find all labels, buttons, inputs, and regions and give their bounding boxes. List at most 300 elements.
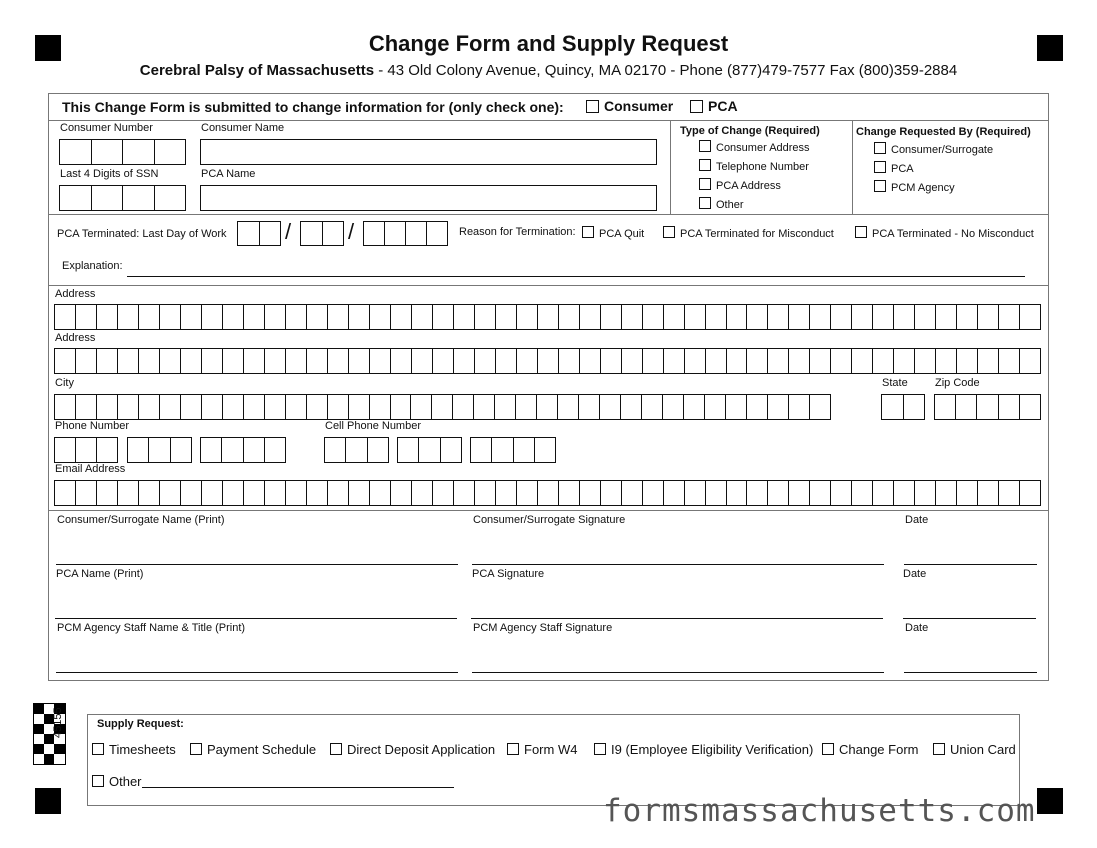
checkbox[interactable] bbox=[507, 743, 519, 755]
checkbox[interactable] bbox=[594, 743, 606, 755]
char-box[interactable] bbox=[202, 349, 223, 373]
pca-name-field[interactable] bbox=[200, 185, 657, 211]
char-box[interactable] bbox=[957, 349, 978, 373]
char-box[interactable] bbox=[873, 481, 894, 505]
requested-by-consumer[interactable]: Consumer/Surrogate bbox=[874, 142, 993, 156]
char-box[interactable] bbox=[852, 481, 873, 505]
char-box[interactable] bbox=[201, 438, 222, 462]
supply-other[interactable]: Other bbox=[92, 774, 142, 789]
ssn-label: Last 4 Digits of SSN bbox=[60, 168, 159, 180]
char-box[interactable] bbox=[391, 349, 412, 373]
char-box[interactable] bbox=[328, 305, 349, 329]
checkbox[interactable] bbox=[855, 226, 867, 238]
char-box[interactable] bbox=[139, 481, 160, 505]
char-box[interactable] bbox=[370, 395, 391, 419]
char-box[interactable] bbox=[1020, 305, 1040, 329]
char-box[interactable] bbox=[160, 481, 181, 505]
char-box[interactable] bbox=[118, 395, 139, 419]
char-box[interactable] bbox=[747, 349, 768, 373]
char-box[interactable] bbox=[244, 395, 265, 419]
char-box[interactable] bbox=[265, 305, 286, 329]
pca-date-label: Date bbox=[903, 568, 927, 580]
checkbox[interactable] bbox=[822, 743, 834, 755]
checkbox[interactable] bbox=[874, 161, 886, 173]
char-box[interactable] bbox=[181, 481, 202, 505]
char-box[interactable] bbox=[160, 305, 181, 329]
char-box[interactable] bbox=[747, 395, 768, 419]
char-box[interactable] bbox=[517, 349, 538, 373]
char-box[interactable] bbox=[580, 481, 601, 505]
reason-pca-quit[interactable]: PCA Quit bbox=[582, 226, 644, 240]
change-for-consumer[interactable]: Consumer bbox=[586, 98, 673, 114]
char-box[interactable] bbox=[810, 481, 831, 505]
supply-i9[interactable]: I9 (Employee Eligibility Verification) bbox=[594, 742, 813, 757]
cell-label: Cell Phone Number bbox=[325, 420, 421, 432]
staff-signature-line[interactable] bbox=[472, 672, 884, 673]
char-box[interactable] bbox=[664, 305, 685, 329]
char-box[interactable] bbox=[904, 395, 925, 419]
char-box[interactable] bbox=[685, 349, 706, 373]
char-box[interactable] bbox=[286, 481, 307, 505]
char-box[interactable] bbox=[349, 349, 370, 373]
checkbox[interactable] bbox=[699, 197, 711, 209]
char-box[interactable] bbox=[915, 305, 936, 329]
char-box[interactable] bbox=[202, 481, 223, 505]
checkbox[interactable] bbox=[699, 159, 711, 171]
char-box[interactable] bbox=[265, 395, 286, 419]
char-box[interactable] bbox=[622, 349, 643, 373]
char-box[interactable] bbox=[601, 305, 622, 329]
char-box[interactable] bbox=[265, 349, 286, 373]
char-box[interactable] bbox=[55, 438, 76, 462]
char-box[interactable] bbox=[223, 305, 244, 329]
char-box[interactable] bbox=[118, 305, 139, 329]
supply-change-form[interactable]: Change Form bbox=[822, 742, 918, 757]
checkbox[interactable] bbox=[874, 142, 886, 154]
char-box[interactable] bbox=[391, 395, 412, 419]
zip-boxes[interactable] bbox=[934, 394, 1041, 420]
char-box[interactable] bbox=[538, 481, 559, 505]
char-box[interactable] bbox=[368, 438, 388, 462]
char-box[interactable] bbox=[398, 438, 419, 462]
checkbox[interactable] bbox=[582, 226, 594, 238]
char-box[interactable] bbox=[977, 395, 998, 419]
phone-area-boxes[interactable] bbox=[54, 437, 118, 463]
pca-name-line[interactable] bbox=[55, 618, 457, 619]
char-box[interactable] bbox=[915, 349, 936, 373]
char-box[interactable] bbox=[370, 481, 391, 505]
char-box[interactable] bbox=[97, 349, 118, 373]
char-box[interactable] bbox=[643, 481, 664, 505]
cell-prefix-boxes[interactable] bbox=[397, 437, 462, 463]
char-box[interactable] bbox=[76, 305, 97, 329]
char-box[interactable] bbox=[181, 349, 202, 373]
supply-timesheets[interactable]: Timesheets bbox=[92, 742, 176, 757]
form-subtitle bbox=[0, 62, 1097, 79]
char-box[interactable] bbox=[328, 395, 349, 419]
char-box[interactable] bbox=[664, 481, 685, 505]
char-box[interactable] bbox=[936, 349, 957, 373]
consumer-number-boxes[interactable] bbox=[59, 139, 186, 165]
char-box[interactable] bbox=[328, 349, 349, 373]
char-box[interactable] bbox=[810, 305, 831, 329]
char-box[interactable] bbox=[706, 481, 727, 505]
char-box[interactable] bbox=[517, 481, 538, 505]
char-box[interactable] bbox=[139, 349, 160, 373]
char-box[interactable] bbox=[999, 305, 1020, 329]
staff-name-print-label: PCM Agency Staff Name & Title (Print) bbox=[57, 622, 246, 634]
char-box[interactable] bbox=[642, 395, 663, 419]
phone-line-boxes[interactable] bbox=[200, 437, 286, 463]
char-box[interactable] bbox=[873, 349, 894, 373]
char-box[interactable] bbox=[706, 305, 727, 329]
char-box[interactable] bbox=[244, 305, 265, 329]
reason-misconduct[interactable]: PCA Terminated for Misconduct bbox=[663, 226, 834, 240]
section-divider bbox=[852, 120, 853, 215]
char-box[interactable] bbox=[495, 395, 516, 419]
type-pca-address[interactable]: PCA Address bbox=[699, 178, 781, 192]
char-box[interactable] bbox=[537, 395, 558, 419]
checkbox[interactable] bbox=[92, 775, 104, 787]
char-box[interactable] bbox=[957, 481, 978, 505]
char-box[interactable] bbox=[559, 305, 580, 329]
char-box[interactable] bbox=[580, 349, 601, 373]
char-box[interactable] bbox=[894, 349, 915, 373]
char-box[interactable] bbox=[128, 438, 149, 462]
state-boxes[interactable] bbox=[881, 394, 925, 420]
char-box[interactable] bbox=[55, 305, 76, 329]
char-box[interactable] bbox=[76, 438, 97, 462]
char-box[interactable] bbox=[726, 395, 747, 419]
change-for-pca[interactable]: PCA bbox=[690, 98, 738, 114]
char-box[interactable] bbox=[76, 349, 97, 373]
requested-by-pca[interactable]: PCA bbox=[874, 161, 914, 175]
char-box[interactable] bbox=[223, 481, 244, 505]
char-box[interactable] bbox=[202, 395, 223, 419]
char-box[interactable] bbox=[894, 305, 915, 329]
explanation-line[interactable] bbox=[127, 276, 1025, 277]
char-box[interactable] bbox=[1020, 481, 1040, 505]
char-box[interactable] bbox=[514, 438, 535, 462]
type-other[interactable]: Other bbox=[699, 197, 744, 211]
char-box[interactable] bbox=[580, 305, 601, 329]
char-box[interactable] bbox=[936, 305, 957, 329]
char-box[interactable] bbox=[55, 395, 76, 419]
consumer-name-field[interactable] bbox=[200, 139, 657, 165]
char-box[interactable] bbox=[307, 481, 328, 505]
email-label: Email Address bbox=[55, 463, 126, 475]
char-box[interactable] bbox=[705, 395, 726, 419]
char-box[interactable] bbox=[346, 438, 367, 462]
char-box[interactable] bbox=[852, 305, 873, 329]
char-box[interactable] bbox=[419, 438, 440, 462]
char-box[interactable] bbox=[118, 481, 139, 505]
char-box[interactable] bbox=[768, 305, 789, 329]
requested-by-pcm-agency[interactable]: PCM Agency bbox=[874, 180, 955, 194]
char-box[interactable] bbox=[441, 438, 461, 462]
char-box[interactable] bbox=[265, 481, 286, 505]
char-box[interactable] bbox=[496, 481, 517, 505]
cell-line-boxes[interactable] bbox=[470, 437, 556, 463]
char-box[interactable] bbox=[789, 349, 810, 373]
type-consumer-address[interactable]: Consumer Address bbox=[699, 140, 810, 154]
checkbox[interactable] bbox=[663, 226, 675, 238]
date-slash: / bbox=[348, 219, 355, 244]
char-box[interactable] bbox=[475, 349, 496, 373]
char-box[interactable] bbox=[139, 395, 160, 419]
change-for-prompt: This Change Form is submitted to change information for (only check one): bbox=[62, 99, 564, 115]
char-box[interactable] bbox=[223, 349, 244, 373]
char-box[interactable] bbox=[684, 395, 705, 419]
reason-no-misconduct[interactable]: PCA Terminated - No Misconduct bbox=[855, 226, 1034, 240]
char-box[interactable] bbox=[55, 481, 76, 505]
char-box[interactable] bbox=[978, 481, 999, 505]
char-box[interactable] bbox=[535, 438, 555, 462]
char-box[interactable] bbox=[97, 438, 117, 462]
char-box[interactable] bbox=[307, 395, 328, 419]
char-box[interactable] bbox=[622, 305, 643, 329]
char-box[interactable] bbox=[223, 395, 244, 419]
char-box[interactable] bbox=[558, 395, 579, 419]
checkbox[interactable] bbox=[92, 743, 104, 755]
explanation-label: Explanation: bbox=[62, 260, 123, 272]
char-box[interactable] bbox=[412, 349, 433, 373]
char-box[interactable] bbox=[789, 395, 810, 419]
char-box[interactable] bbox=[601, 349, 622, 373]
char-box[interactable] bbox=[244, 349, 265, 373]
char-box[interactable] bbox=[391, 481, 412, 505]
char-box[interactable] bbox=[181, 305, 202, 329]
checkbox[interactable] bbox=[699, 140, 711, 152]
checkbox[interactable] bbox=[330, 743, 342, 755]
checkbox[interactable] bbox=[190, 743, 202, 755]
char-box[interactable] bbox=[55, 349, 76, 373]
char-box[interactable] bbox=[685, 305, 706, 329]
char-box[interactable] bbox=[391, 305, 412, 329]
supply-payment-schedule[interactable]: Payment Schedule bbox=[190, 742, 316, 757]
char-box[interactable] bbox=[286, 349, 307, 373]
char-box[interactable] bbox=[160, 349, 181, 373]
char-box[interactable] bbox=[538, 349, 559, 373]
char-box[interactable] bbox=[496, 305, 517, 329]
char-box[interactable] bbox=[852, 349, 873, 373]
char-box[interactable] bbox=[999, 481, 1020, 505]
char-box[interactable] bbox=[1020, 395, 1040, 419]
char-box[interactable] bbox=[202, 305, 223, 329]
checkbox[interactable] bbox=[933, 743, 945, 755]
char-box[interactable] bbox=[328, 481, 349, 505]
char-box[interactable] bbox=[412, 305, 433, 329]
char-box[interactable] bbox=[411, 395, 432, 419]
char-box[interactable] bbox=[97, 395, 118, 419]
char-box[interactable] bbox=[643, 349, 664, 373]
char-box[interactable] bbox=[160, 395, 181, 419]
char-box[interactable] bbox=[538, 305, 559, 329]
char-box[interactable] bbox=[664, 349, 685, 373]
last-day-label: PCA Terminated: Last Day of Work bbox=[57, 228, 227, 240]
city-boxes[interactable] bbox=[54, 394, 831, 420]
char-box[interactable] bbox=[706, 349, 727, 373]
char-box[interactable] bbox=[222, 438, 243, 462]
char-box[interactable] bbox=[149, 438, 170, 462]
char-box[interactable] bbox=[97, 481, 118, 505]
char-box[interactable] bbox=[370, 305, 391, 329]
address1-boxes[interactable] bbox=[54, 304, 1041, 330]
char-box[interactable] bbox=[579, 395, 600, 419]
char-box[interactable] bbox=[349, 395, 370, 419]
registration-mark-bottom-left bbox=[35, 788, 61, 814]
char-box[interactable] bbox=[307, 305, 328, 329]
char-box[interactable] bbox=[516, 395, 537, 419]
char-box[interactable] bbox=[453, 395, 474, 419]
char-box[interactable] bbox=[727, 349, 748, 373]
char-box[interactable] bbox=[286, 305, 307, 329]
char-box[interactable] bbox=[727, 305, 748, 329]
char-box[interactable] bbox=[1020, 349, 1040, 373]
phone-prefix-boxes[interactable] bbox=[127, 437, 192, 463]
pca-date-line[interactable] bbox=[903, 618, 1036, 619]
char-box[interactable] bbox=[244, 481, 265, 505]
consumer-signature-line[interactable] bbox=[472, 564, 884, 565]
char-box[interactable] bbox=[454, 349, 475, 373]
supply-other-line[interactable] bbox=[142, 787, 454, 788]
char-box[interactable] bbox=[471, 438, 492, 462]
char-box[interactable] bbox=[768, 481, 789, 505]
staff-date-label: Date bbox=[905, 622, 929, 634]
char-box[interactable] bbox=[496, 349, 517, 373]
char-box[interactable] bbox=[265, 438, 285, 462]
char-box[interactable] bbox=[810, 395, 830, 419]
char-box[interactable] bbox=[171, 438, 191, 462]
address2-boxes[interactable] bbox=[54, 348, 1041, 374]
char-box[interactable] bbox=[873, 305, 894, 329]
char-box[interactable] bbox=[97, 305, 118, 329]
ssn-boxes[interactable] bbox=[59, 185, 186, 211]
staff-date-line[interactable] bbox=[904, 672, 1037, 673]
last-day-year-boxes[interactable] bbox=[363, 221, 448, 246]
char-box[interactable] bbox=[999, 349, 1020, 373]
char-box[interactable] bbox=[307, 349, 328, 373]
cell-area-boxes[interactable] bbox=[324, 437, 389, 463]
char-box[interactable] bbox=[370, 349, 391, 373]
char-box[interactable] bbox=[433, 305, 454, 329]
char-box[interactable] bbox=[727, 481, 748, 505]
type-telephone-number[interactable]: Telephone Number bbox=[699, 159, 809, 173]
consumer-signature-label: Consumer/Surrogate Signature bbox=[473, 514, 626, 526]
staff-signature-label: PCM Agency Staff Signature bbox=[473, 622, 613, 634]
char-box[interactable] bbox=[349, 305, 370, 329]
char-box[interactable] bbox=[789, 305, 810, 329]
char-box[interactable] bbox=[433, 481, 454, 505]
char-box[interactable] bbox=[454, 481, 475, 505]
form-title: Change Form and Supply Request bbox=[368, 31, 729, 56]
consumer-name-line[interactable] bbox=[56, 564, 458, 565]
char-box[interactable] bbox=[432, 395, 453, 419]
char-box[interactable] bbox=[789, 481, 810, 505]
char-box[interactable] bbox=[747, 481, 768, 505]
char-box[interactable] bbox=[454, 305, 475, 329]
char-box[interactable] bbox=[663, 395, 684, 419]
char-box[interactable] bbox=[999, 395, 1020, 419]
pca-name-label: PCA Name bbox=[201, 168, 256, 180]
char-box[interactable] bbox=[601, 481, 622, 505]
section-divider bbox=[48, 120, 1049, 121]
char-box[interactable] bbox=[76, 481, 97, 505]
pca-name-print-label: PCA Name (Print) bbox=[56, 568, 144, 580]
char-box[interactable] bbox=[685, 481, 706, 505]
char-box[interactable] bbox=[412, 481, 433, 505]
consumer-name-label: Consumer Name bbox=[201, 122, 285, 134]
char-box[interactable] bbox=[882, 395, 904, 419]
char-box[interactable] bbox=[810, 349, 831, 373]
supply-form-w4[interactable]: Form W4 bbox=[507, 742, 577, 757]
char-box[interactable] bbox=[768, 349, 789, 373]
email-boxes[interactable] bbox=[54, 480, 1041, 506]
char-box[interactable] bbox=[978, 349, 999, 373]
char-box[interactable] bbox=[600, 395, 621, 419]
staff-name-line[interactable] bbox=[56, 672, 458, 673]
char-box[interactable] bbox=[643, 305, 664, 329]
char-box[interactable] bbox=[831, 481, 852, 505]
pca-checkbox[interactable] bbox=[690, 100, 703, 113]
char-box[interactable] bbox=[831, 305, 852, 329]
char-box[interactable] bbox=[747, 305, 768, 329]
last-day-day-boxes[interactable] bbox=[300, 221, 344, 246]
char-box[interactable] bbox=[559, 349, 580, 373]
last-day-month-boxes[interactable] bbox=[237, 221, 281, 246]
supply-direct-deposit[interactable]: Direct Deposit Application bbox=[330, 742, 495, 757]
char-box[interactable] bbox=[517, 305, 538, 329]
char-box[interactable] bbox=[286, 395, 307, 419]
char-box[interactable] bbox=[936, 481, 957, 505]
pca-signature-line[interactable] bbox=[471, 618, 883, 619]
char-box[interactable] bbox=[915, 481, 936, 505]
char-box[interactable] bbox=[474, 395, 495, 419]
char-box[interactable] bbox=[475, 305, 496, 329]
consumer-checkbox[interactable] bbox=[586, 100, 599, 113]
state-label: State bbox=[882, 377, 908, 389]
char-box[interactable] bbox=[433, 349, 454, 373]
char-box[interactable] bbox=[325, 438, 346, 462]
char-box[interactable] bbox=[956, 395, 977, 419]
checkbox[interactable] bbox=[699, 178, 711, 190]
char-box[interactable] bbox=[76, 395, 97, 419]
address2-label: Address bbox=[55, 332, 96, 344]
consumer-name-print-label: Consumer/Surrogate Name (Print) bbox=[57, 514, 225, 526]
char-box[interactable] bbox=[935, 395, 956, 419]
char-box[interactable] bbox=[768, 395, 789, 419]
char-box[interactable] bbox=[139, 305, 160, 329]
char-box[interactable] bbox=[894, 481, 915, 505]
char-box[interactable] bbox=[349, 481, 370, 505]
city-label: City bbox=[55, 377, 74, 389]
zip-label: Zip Code bbox=[935, 377, 980, 389]
checkbox[interactable] bbox=[874, 180, 886, 192]
char-box[interactable] bbox=[622, 481, 643, 505]
char-box[interactable] bbox=[492, 438, 513, 462]
char-box[interactable] bbox=[244, 438, 265, 462]
char-box[interactable] bbox=[831, 349, 852, 373]
char-box[interactable] bbox=[118, 349, 139, 373]
char-box[interactable] bbox=[957, 305, 978, 329]
char-box[interactable] bbox=[475, 481, 496, 505]
char-box[interactable] bbox=[559, 481, 580, 505]
char-box[interactable] bbox=[621, 395, 642, 419]
consumer-date-line[interactable] bbox=[904, 564, 1037, 565]
char-box[interactable] bbox=[181, 395, 202, 419]
char-box[interactable] bbox=[978, 305, 999, 329]
supply-union-card[interactable]: Union Card bbox=[933, 742, 1016, 757]
